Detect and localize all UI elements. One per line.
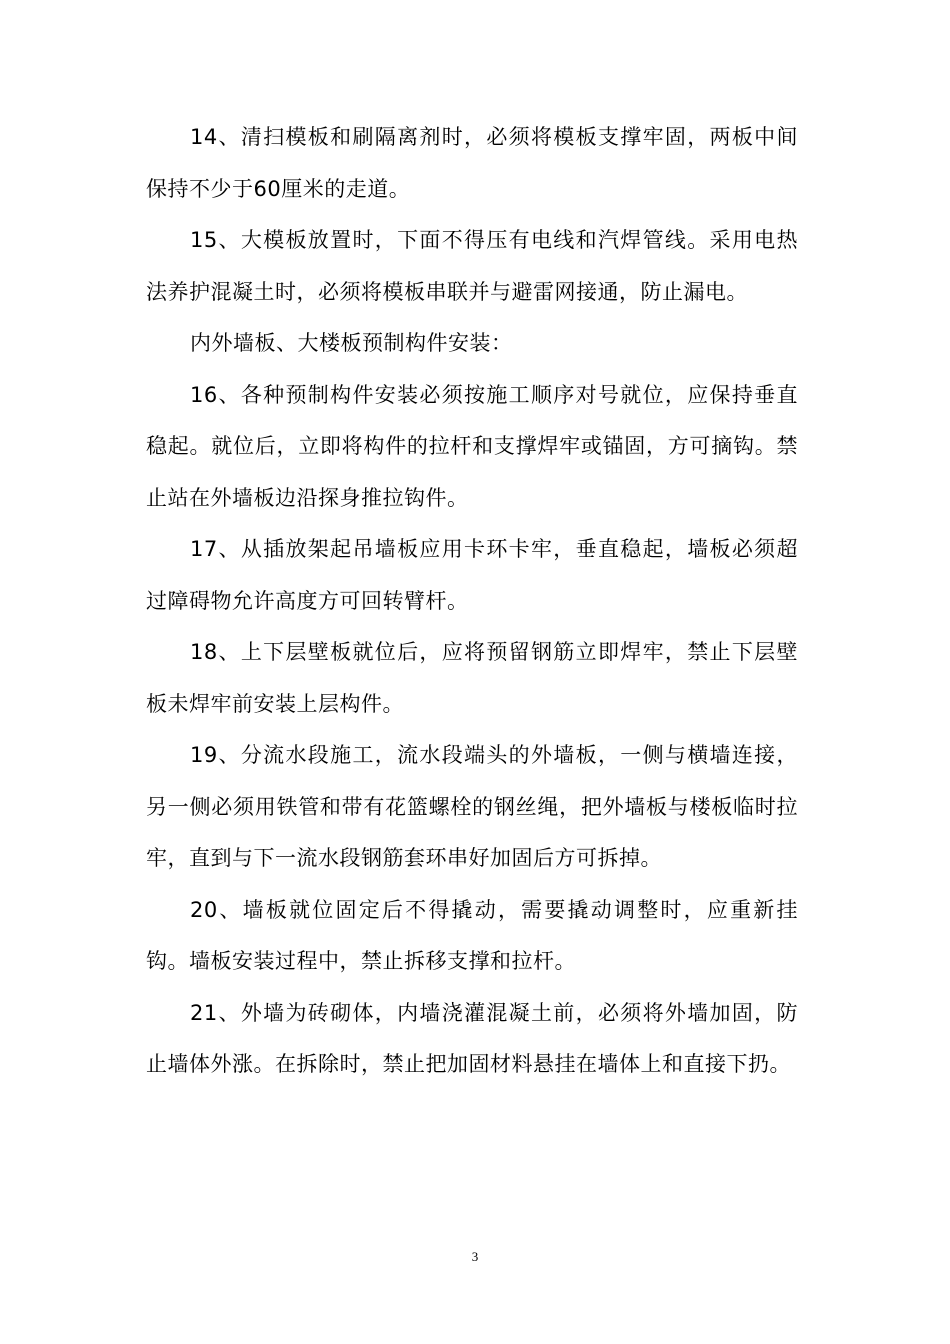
paragraph-18: 18、上下层壁板就位后，应将预留钢筋立即焊牢，禁止下层壁板未焊牢前安装上层构件。 (146, 640, 798, 716)
page-number: 3 (471, 1249, 479, 1264)
paragraph-19: 19、分流水段施工，流水段端头的外墙板，一侧与横墙连接，另一侧必须用铁管和带有花篮螺栓的钢丝绳，把外墙板与楼板临时拉牢，直到与下一流水段钢筋套环串好加固后方可拆掉。 (146, 743, 798, 870)
document-body (146, 112, 798, 1091)
paragraph-17: 17、从插放架起吊墙板应用卡环卡牢，垂直稳起，墙板必须超过障碍物允许高度方可回转臂杆。 (146, 537, 798, 613)
paragraph-16: 16、各种预制构件安装必须按施工顺序对号就位，应保持垂直稳起。就位后，立即将构件的拉杆和支撑焊牢或锚固，方可摘钩。禁止站在外墙板边沿探身推拉钩件。 (146, 382, 798, 510)
paragraph-14: 14、清扫模板和刷隔离剂时，必须将模板支撑牢固，两板中间保持不少于60厘米的走道。 (146, 125, 798, 201)
paragraph-20: 20、墙板就位固定后不得撬动，需要撬动调整时，应重新挂钩。墙板安装过程中，禁止拆移支撑和拉杆。 (146, 897, 798, 973)
paragraph-21: 21、外墙为砖砌体，内墙浇灌混凝土前，必须将外墙加固，防止墙体外涨。在拆除时，禁止把加固材料悬挂在墙体上和直接下扔。 (146, 1000, 798, 1076)
section-heading-prefab-installation: 内外墙板、大楼板预制构件安装： (190, 331, 513, 355)
paragraph-15: 15、大模板放置时，下面不得压有电线和汽焊管线。采用电热法养护混凝土时，必须将模板串联并与避雷网接通，防止漏电。 (146, 228, 798, 304)
